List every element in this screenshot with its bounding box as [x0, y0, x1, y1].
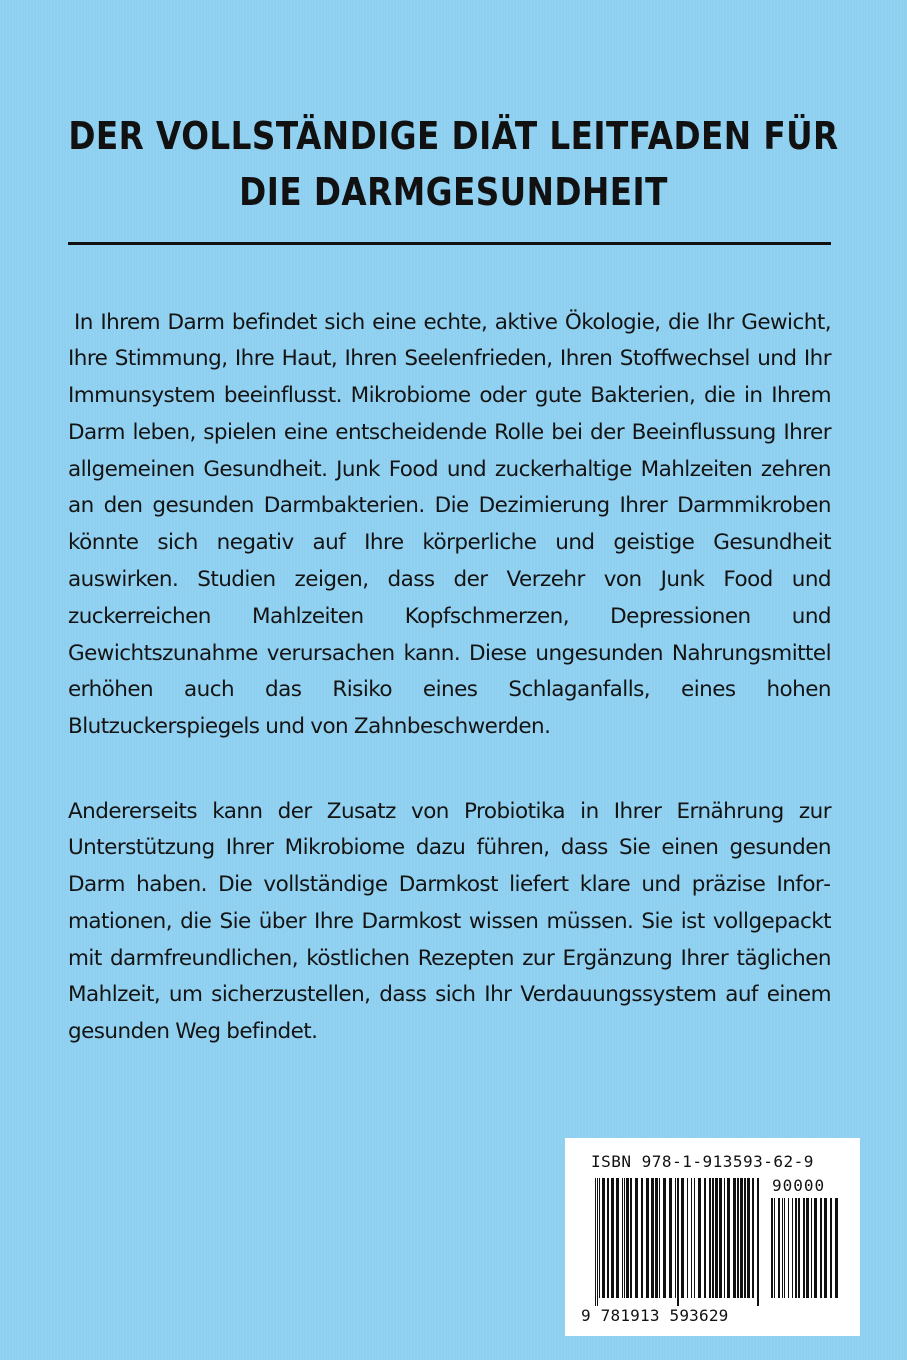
barcode-bar [641, 1178, 643, 1298]
barcode-bar [757, 1178, 759, 1306]
title-line-1: DER VOLLSTÄNDIGE DIÄT LEITFADEN FÜR [68, 114, 839, 158]
barcode-addon-number: 90000 [772, 1176, 826, 1195]
title-divider [68, 242, 831, 245]
barcode-bar [724, 1178, 725, 1298]
barcode-bar [651, 1178, 654, 1298]
barcode-bar [752, 1178, 754, 1298]
barcode-bar [635, 1178, 638, 1298]
barcode-bar [727, 1178, 730, 1298]
barcode-bar [709, 1178, 711, 1298]
barcode-bar [616, 1178, 619, 1298]
barcode-bar [784, 1198, 785, 1298]
barcode-bar [611, 1178, 614, 1298]
barcode-bar [782, 1198, 783, 1298]
barcode-bar [691, 1178, 692, 1298]
barcode-bar [599, 1178, 600, 1298]
barcode-bar [595, 1178, 596, 1306]
barcode-bar [733, 1178, 736, 1298]
barcode-bar [806, 1198, 809, 1298]
barcode-bar [771, 1198, 773, 1298]
barcode-bar [830, 1198, 832, 1298]
barcode-bar [681, 1178, 684, 1298]
barcode-bar [655, 1178, 658, 1298]
blurb-paragraph-1: In Ihrem Darm befindet sich eine echte, aktive Ökologie, die Ihr Gewicht, Ihre Stimmung, Ihre Haut, Ihren Seelenfrieden, Ihren Stoffwechsel und Ihr Immunsystem beeinflusst. Mikrobiome oder gute Bakterien, die in Ihrem Darm leben, spielen eine entscheidende Rolle bei der Beeinflussung Ihrer allgemeinen Gesundheit. Junk Food und zuckerhaltige Mahlzeiten zehren an den gesunden Darmbakterien. Die Dezimierung Ihrer Darmmikroben könnte sich negativ auf Ihre körperliche und geistige Gesundheit auswirken. Studien zeigen, dass der Verzehr von Junk Food und zuckerreichen Mahlzeiten Kopfschmerzen, Depressionen und Gewichtszunahme verursachen kann. Diese ungesunden Nahrungsmittel erhöhen auch das Risiko eines Schlaganfalls, eines hohen Blutzuckerspiegels und von Zahnbeschwerden. [68, 309, 831, 740]
barcode-bar [747, 1178, 750, 1298]
barcode-bar [712, 1178, 714, 1298]
blurb-paragraph-2: Andererseits kann der Zusatz von Probiotika in Ihrer Ernährung zur Unterstützung Ihrer Mikrobiome dazu führen, dass Sie einen gesunden Darm haben. Die vollständige Darmkost liefert klare und präzise Informationen, die Sie über Ihre Darmkost wissen müssen. Sie ist vollgepackt mit darmfreundlichen, köstlichen Rezepten zur Ergänzung Ihrer täglichen Mahlzeit, um sicherzustellen, dass sich Ihr Verdauungssystem auf einem gesunden Weg befindet. [68, 798, 831, 1045]
barcode-bar [778, 1198, 780, 1298]
barcode-panel [565, 1138, 860, 1336]
barcode-bar [814, 1198, 817, 1298]
barcode-bar [607, 1178, 609, 1298]
barcode-bar [798, 1198, 800, 1298]
barcode-bar [803, 1198, 805, 1298]
barcode-bar [626, 1178, 629, 1298]
barcode-bar [795, 1198, 797, 1298]
barcode-bar [835, 1198, 838, 1298]
barcode-bar [788, 1198, 789, 1298]
barcode-bar [677, 1178, 679, 1306]
barcode-bar [622, 1178, 623, 1298]
ean-barcode-bars [595, 1178, 761, 1306]
barcode-bar [744, 1178, 746, 1298]
barcode-bar [824, 1198, 827, 1298]
barcode-bar [675, 1178, 676, 1298]
barcode-bar [737, 1178, 739, 1298]
barcode-bar [774, 1198, 775, 1298]
addon-barcode-bars [771, 1198, 841, 1306]
barcode-bar [704, 1178, 706, 1298]
barcode-bar [602, 1178, 605, 1298]
barcode-bar [663, 1178, 666, 1298]
barcode-bar [687, 1178, 688, 1298]
barcode-bar [740, 1178, 743, 1298]
barcode-bar [646, 1178, 649, 1298]
barcode-digits: 9 781913 593629 [581, 1306, 729, 1325]
barcode-bar [659, 1178, 660, 1298]
barcode-bar [792, 1198, 793, 1298]
barcode-bar [698, 1178, 701, 1298]
cover-title [63, 108, 843, 220]
barcode-bar [624, 1178, 625, 1298]
barcode-bar [820, 1198, 822, 1298]
title-line-2: DIE DARMGESUNDHEIT [239, 170, 668, 214]
barcode-bar [719, 1178, 722, 1298]
barcode-bar [597, 1178, 598, 1306]
isbn-label: ISBN 978-1-913593-62-9 [591, 1152, 814, 1171]
barcode-bar [811, 1198, 812, 1298]
barcode-bar [669, 1178, 672, 1298]
barcode-bar [694, 1178, 695, 1298]
barcode-bar [630, 1178, 632, 1298]
barcode-bar [715, 1178, 718, 1298]
